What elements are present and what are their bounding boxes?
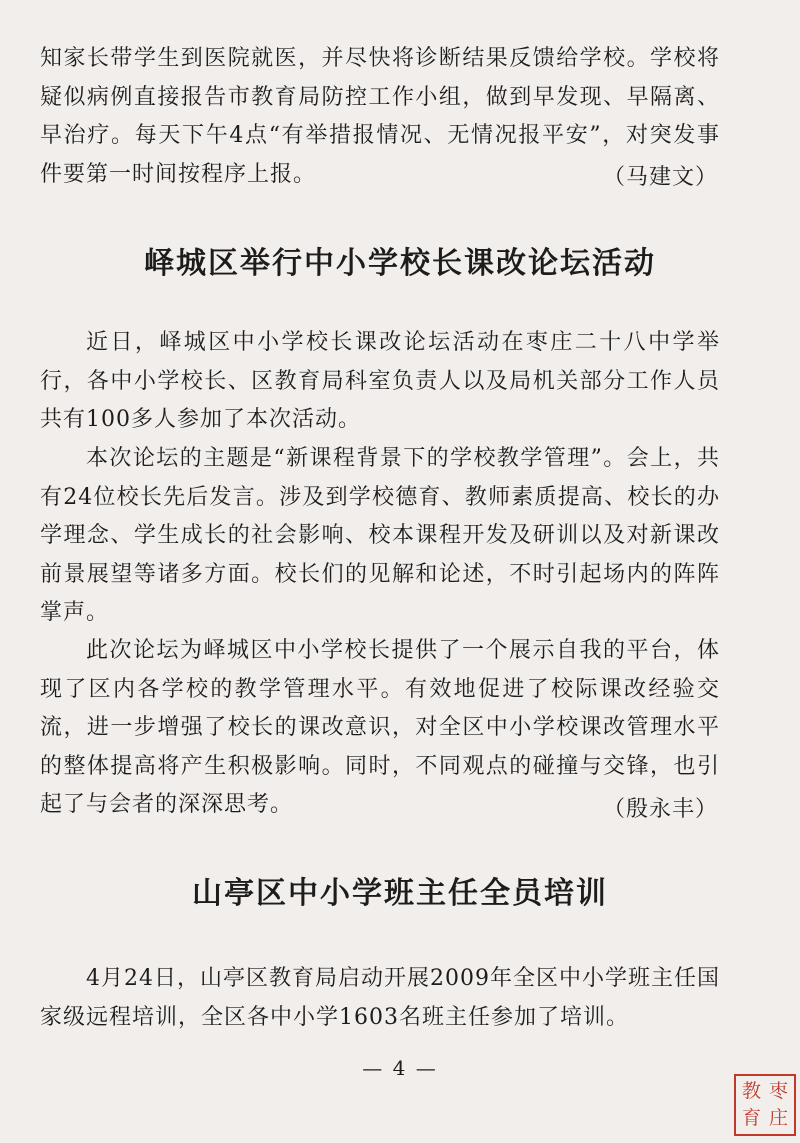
forum-paragraph-1: 近日，峄城区中小学校长课改论坛活动在枣庄二十八中学举行，各中小学校长、区教育局科室负责人以及局机关部分工作人员共有100多人参加了本次活动。 <box>40 330 720 432</box>
prev-article-author: （马建文） <box>602 165 718 190</box>
seal-char: 育 <box>741 1107 761 1129</box>
forum-article-title: 峄城区举行中小学校长课改论坛活动 <box>144 246 656 281</box>
seal-char: 庄 <box>768 1107 788 1129</box>
forum-paragraph-3: 此次论坛为峄城区中小学校长提供了一个展示自我的平台，体现了区内各学校的教学管理水平。有效地促进了校际课改经验交流，进一步增强了校长的课改意识，对全区中小学校课改管理水平的整体提高将产生积极影响。同时，不同观点的碰撞与交锋，也引起了与会者的深深思考。 <box>40 638 720 817</box>
page-number: — 4 — <box>362 1056 438 1080</box>
seal-char: 教 <box>741 1080 761 1102</box>
forum-article-author: （殷永丰） <box>602 797 718 822</box>
forum-paragraph-2: 本次论坛的主题是“新课程背景下的学校教学管理”。会上，共有24位校长先后发言。涉及到学校德育、教师素质提高、校长的办学理念、学生成长的社会影响、校本课程开发及研训以及对新课改前景展望等诸多方面。校长们的见解和论述，不时引起场内的阵阵掌声。 <box>40 446 720 625</box>
training-paragraph: 4月24日，山亭区教育局启动开展2009年全区中小学班主任国家级远程培训，全区各中小学1603名班主任参加了培训。 <box>40 966 720 1030</box>
red-seal-stamp <box>734 1074 796 1136</box>
seal-char: 枣 <box>768 1080 788 1102</box>
training-article-title: 山亭区中小学班主任全员培训 <box>192 876 608 911</box>
prev-article-paragraph: 知家长带学生到医院就医，并尽快将诊断结果反馈给学校。学校将疑似病例直接报告市教育局防控工作小组，做到早发现、早隔离、早治疗。每天下午4点“有举措报情况、无情况报平安”，对突发事件要第一时间按程序上报。 <box>40 46 720 187</box>
